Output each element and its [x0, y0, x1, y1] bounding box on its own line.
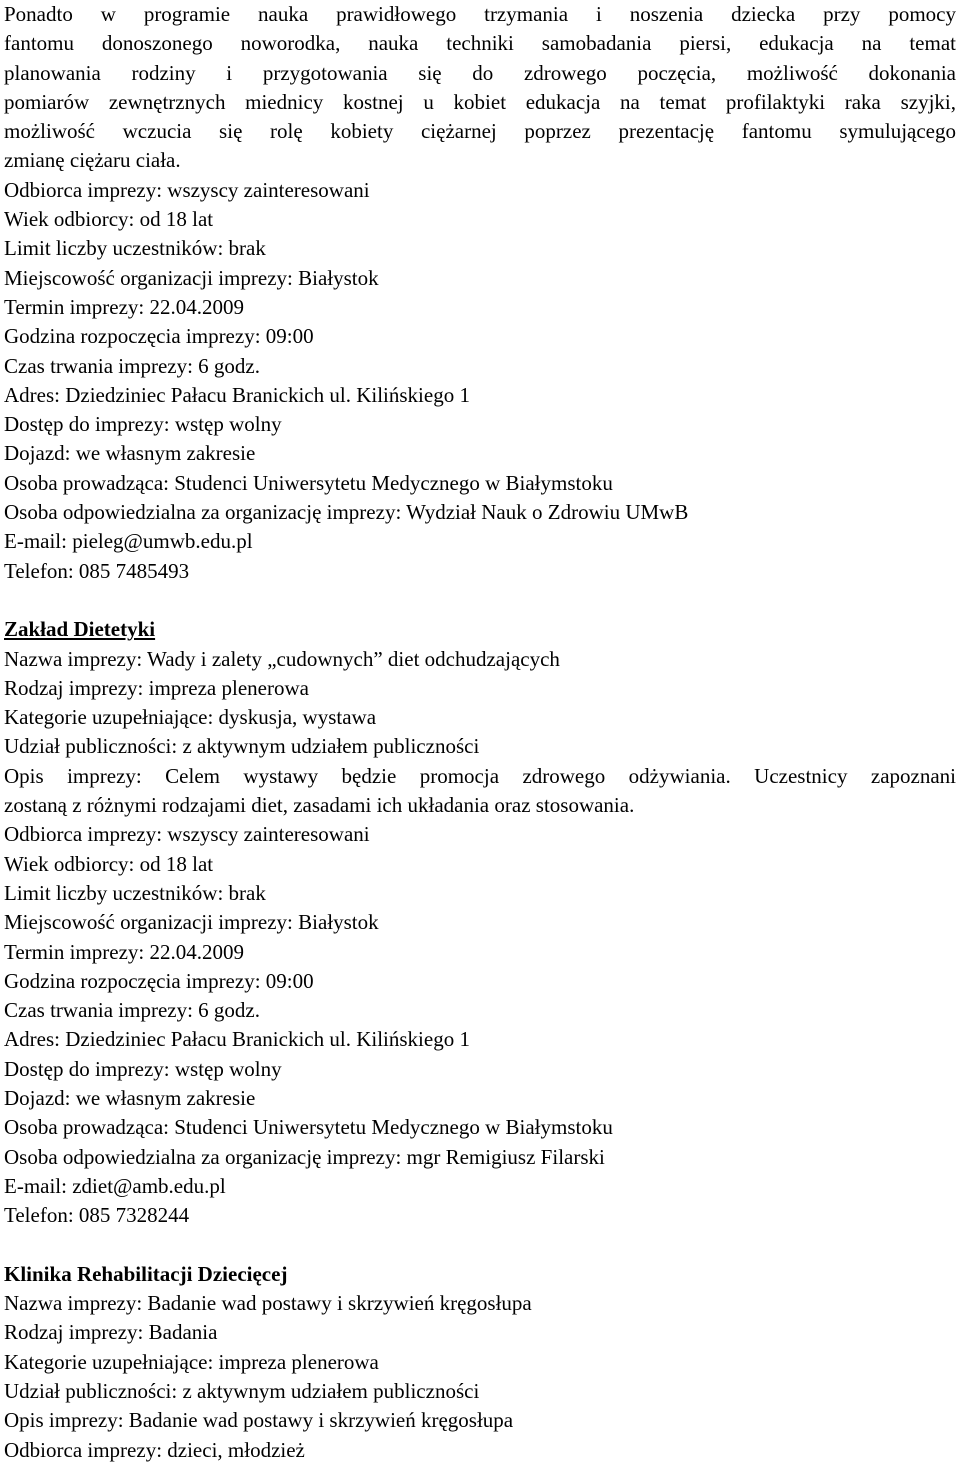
event-field: E-mail: pieleg@umwb.edu.pl — [4, 529, 253, 554]
event-field: Osoba odpowiedzialna za organizację imprezy: Wydział Nauk o Zdrowiu UMwB — [4, 500, 689, 525]
event1-details — [4, 176, 960, 586]
event-field: Osoba prowadząca: Studenci Uniwersytetu Medycznego w Białymstoku — [4, 1115, 613, 1140]
event-field: Godzina rozpoczęcia imprezy: 09:00 — [4, 968, 314, 993]
intro-line: możliwość wczucia się rolę kobiety ciężarnej poprzez prezentację fantomu symulującego — [4, 119, 956, 144]
event-field: Adres: Dziedziniec Pałacu Branickich ul. Kilińskiego 1 — [4, 1027, 470, 1052]
event-field: Nazwa imprezy: Wady i zalety „cudownych” diet odchudzających — [4, 646, 560, 671]
event-field: Wiek odbiorcy: od 18 lat — [4, 851, 214, 876]
event-field: Odbiorca imprezy: dzieci, młodzież — [4, 1437, 305, 1462]
event-field: Wiek odbiorcy: od 18 lat — [4, 207, 214, 232]
section-heading: Klinika Rehabilitacji Dziecięcej — [4, 1261, 288, 1286]
event-description-line: Opis imprezy: Celem wystawy będzie promocja zdrowego odżywiania. Uczestnicy zapoznani — [4, 763, 956, 788]
event-field: Opis imprezy: Badanie wad postawy i skrzywień kręgosłupa — [4, 1408, 514, 1433]
event-field: Czas trwania imprezy: 6 godz. — [4, 353, 260, 378]
event-field: Kategorie uzupełniające: dyskusja, wystawa — [4, 705, 377, 730]
event-field: Osoba prowadząca: Studenci Uniwersytetu Medycznego w Białymstoku — [4, 470, 613, 495]
event-field: Udział publiczności: z aktywnym udziałem publiczności — [4, 734, 480, 759]
event-field: Odbiorca imprezy: wszyscy zainteresowani — [4, 822, 370, 847]
event-field: E-mail: zdiet@amb.edu.pl — [4, 1173, 226, 1198]
event-field: Miejscowość organizacji imprezy: Białystok — [4, 910, 379, 935]
intro-line: zmianę ciężaru ciała. — [4, 148, 181, 173]
event-field: Telefon: 085 7328244 — [4, 1203, 190, 1228]
event-field: Limit liczby uczestników: brak — [4, 880, 266, 905]
event-field: Dostęp do imprezy: wstęp wolny — [4, 1056, 282, 1081]
event-field: Czas trwania imprezy: 6 godz. — [4, 998, 260, 1023]
section-heading: Zakład Dietetyki — [4, 617, 156, 642]
event-field: Dojazd: we własnym zakresie — [4, 441, 256, 466]
event-description-line: zostaną z różnymi rodzajami diet, zasadami ich układania oraz stosowania. — [4, 793, 635, 818]
spacer — [4, 1230, 960, 1259]
event-field: Godzina rozpoczęcia imprezy: 09:00 — [4, 324, 314, 349]
event3-section — [4, 1260, 960, 1465]
intro-line: fantomu donoszonego noworodka, nauka techniki samobadania piersi, edukacja na temat — [4, 31, 956, 56]
spacer — [4, 586, 960, 615]
intro-paragraph — [4, 0, 960, 176]
event-field: Odbiorca imprezy: wszyscy zainteresowani — [4, 177, 370, 202]
event-field: Miejscowość organizacji imprezy: Białystok — [4, 265, 379, 290]
event-field: Dostęp do imprezy: wstęp wolny — [4, 412, 282, 437]
event-field: Osoba odpowiedzialna za organizację imprezy: mgr Remigiusz Filarski — [4, 1144, 605, 1169]
intro-line: pomiarów zewnętrznych miednicy kostnej u kobiet edukacja na temat profilaktyki raka szyjki, — [4, 89, 956, 114]
event-field: Dojazd: we własnym zakresie — [4, 1085, 256, 1110]
intro-line: Ponadto w programie nauka prawidłowego trzymania i noszenia dziecka przy pomocy — [4, 2, 956, 26]
event-field: Rodzaj imprezy: impreza plenerowa — [4, 675, 309, 700]
event-field: Kategorie uzupełniające: impreza plenerowa — [4, 1349, 379, 1374]
event-field: Termin imprezy: 22.04.2009 — [4, 939, 244, 964]
event-field: Termin imprezy: 22.04.2009 — [4, 294, 244, 319]
event-field: Telefon: 085 7485493 — [4, 558, 190, 583]
event-field: Nazwa imprezy: Badanie wad postawy i skrzywień kręgosłupa — [4, 1291, 532, 1316]
intro-line: planowania rodziny i przygotowania się do zdrowego poczęcia, możliwość dokonania — [4, 60, 956, 85]
event-field: Adres: Dziedziniec Pałacu Branickich ul. Kilińskiego 1 — [4, 382, 470, 407]
event2-section — [4, 615, 960, 1230]
event-field: Limit liczby uczestników: brak — [4, 236, 266, 261]
event-field: Rodzaj imprezy: Badania — [4, 1320, 218, 1345]
event-field: Udział publiczności: z aktywnym udziałem publiczności — [4, 1378, 480, 1403]
